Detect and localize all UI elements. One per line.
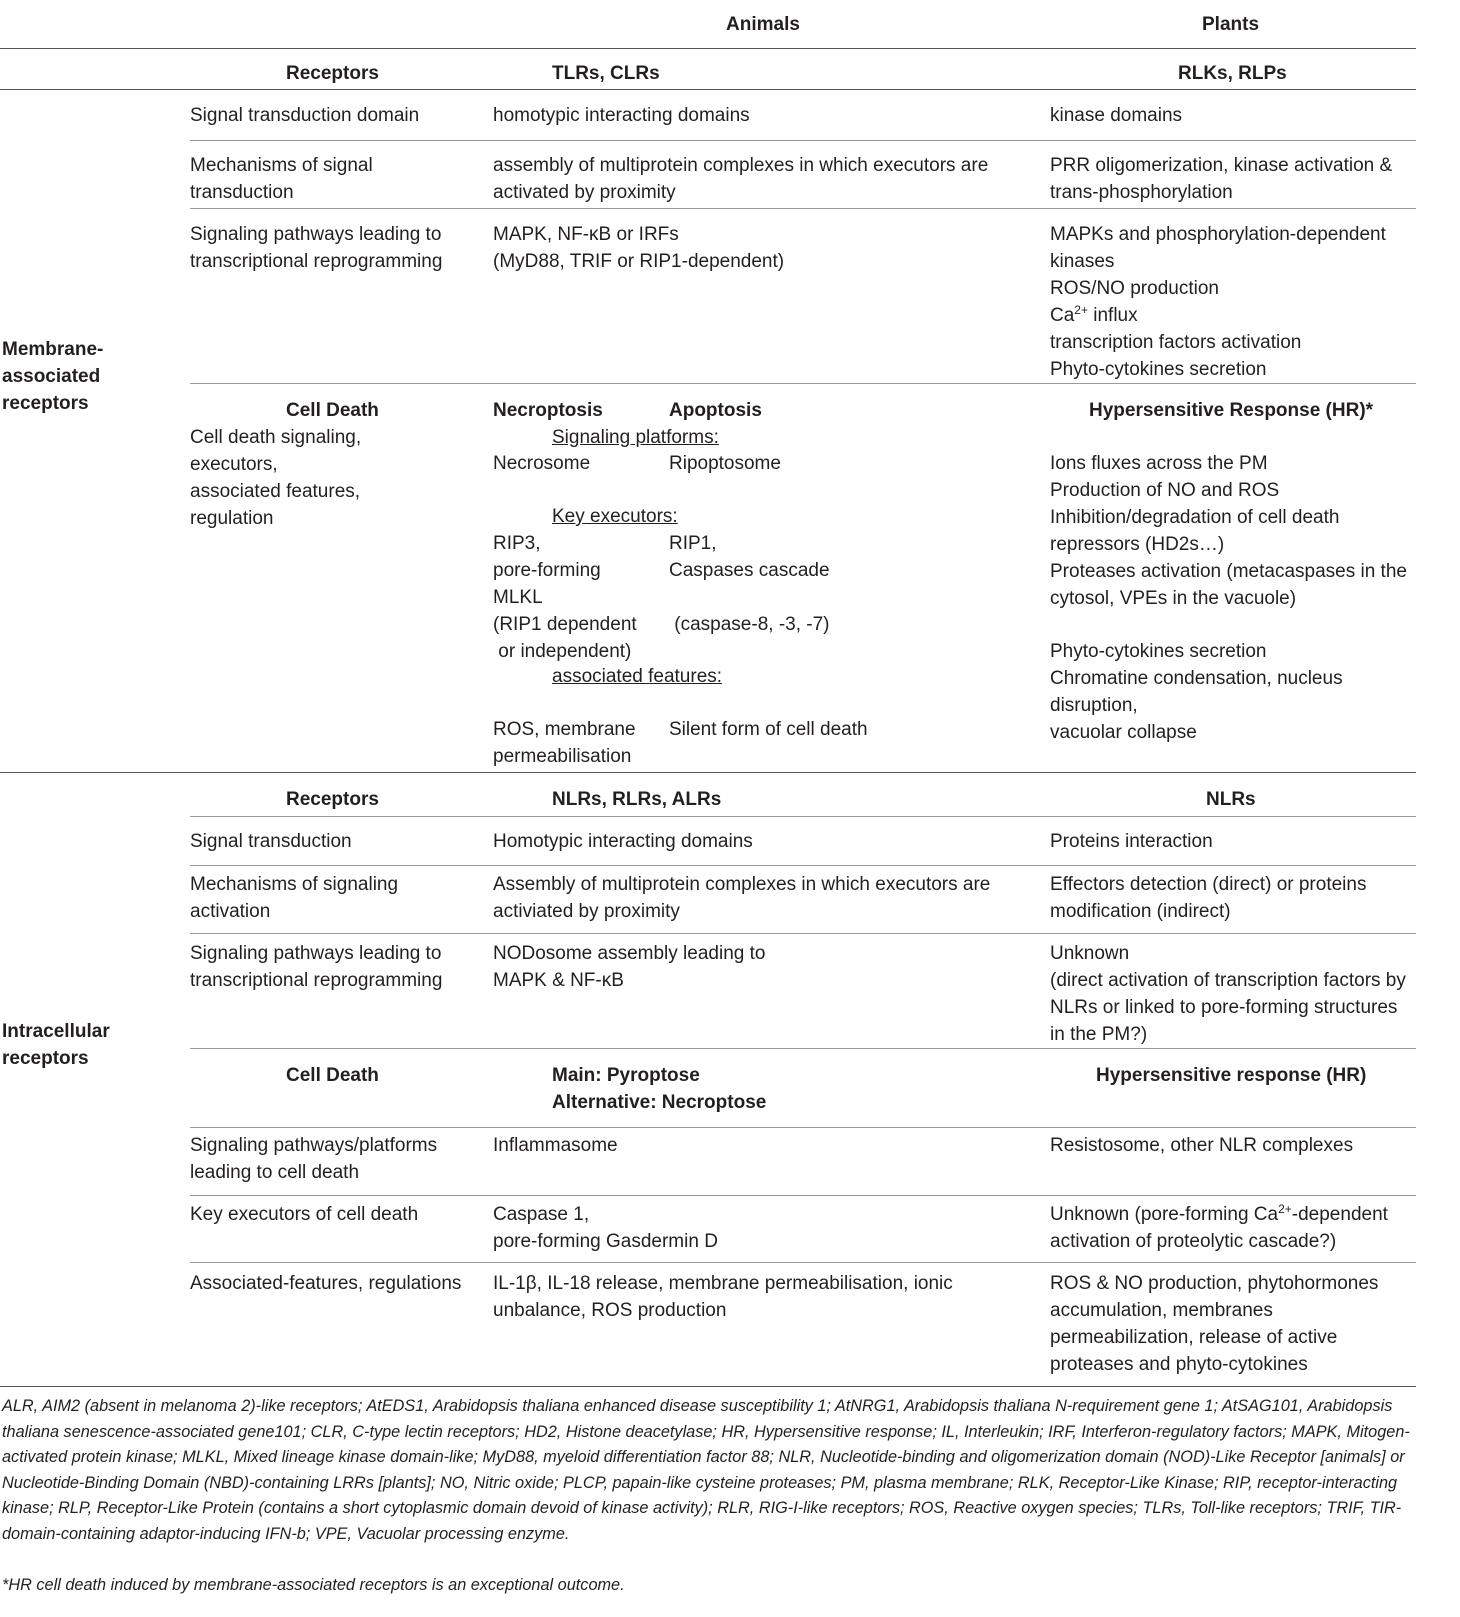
platforms-label: Signaling pathways/platforms leading to cell death [190, 1135, 438, 1183]
intra-pathways-animals: NODosome assembly leading to MAPK & NF-κB [493, 943, 766, 991]
platforms-plants: Resistosome, other NLR complexes [1050, 1135, 1354, 1156]
signal-domain-animals: homotypic interacting domains [493, 105, 750, 126]
divider [0, 772, 1416, 773]
membrane-receptors-label: Receptors [286, 63, 379, 84]
signal-domain-label: Signal transduction domain [190, 105, 420, 126]
intra-cell-death-plants: Hypersensitive response (HR) [1096, 1065, 1367, 1086]
footnote-abbreviations: ALR, AIM2 (absent in melanoma 2)-like receptors; AtEDS1, Arabidopsis thaliana enhanced disease susceptibility 1; AtNRG1, Arabidopsis thaliana N-requirement gene 1; AtSAG101, Arabidopsis thaliana senescence-associated gene101; CLR, C-type lectin receptors; HD2, Histone deacetylase; HR, Hypersensitive response; IL, Interleukin; IRF, Interferon-regulatory factors; MAPK, Mitogen-activated protein kinase; MLKL, Mixed lineage kinase domain-like; MyD88, myeloid differentiation factor 88; NLR, Nucleotide-binding and oligomerization domain (NOD)-Like Receptor [animals] or Nucleotide-Binding Domain (NBD)-containing LRRs [plants]; NO, Nitric oxide; PLCP, papain-like cysteine proteases; PM, plasma membrane; RLK, Receptor-Like Kinase; RIP, receptor-interacting kinase; RLP, Receptor-Like Protein (contains a short cytoplasmic domain devoid of kinase activity); RLR, RIG-I-like receptors; ROS, Reactive oxygen species; TLRs, Toll-like receptors; TRIF, TIR-domain-containing adaptor-inducing IFN-b; VPE, Vacuolar processing enzyme. [2, 1397, 1410, 1543]
features-plants: ROS & NO production, phytohormones accumulation, membranes permeabilization, release of active proteases and phyto-cytokines [1050, 1273, 1379, 1375]
necroptosis-executors: RIP3, pore-forming MLKL (RIP1 dependent or independent) [493, 533, 637, 662]
divider [190, 865, 1416, 866]
necroptosis-features: ROS, membrane permeabilisation [493, 719, 636, 767]
executors-label: Key executors of cell death [190, 1204, 419, 1225]
intra-cell-death-animals: Main: Pyroptose Alternative: Necroptose [552, 1065, 767, 1113]
hr-plants-features: Ions fluxes across the PM Production of NO and ROS Inhibition/degradation of cell death repressors (HD2s…) Proteases activation (metacaspases in the cytosol, VPEs in the vacuole) Phyto-cytokines secretion Chromatine condensation, nucleus disruption, vacuolar collapse [1050, 453, 1407, 743]
intra-signal-animals: Homotypic interacting domains [493, 831, 753, 852]
side-label-intracellular: Intracellular receptors [2, 1021, 110, 1069]
intra-signal-plants: Proteins interaction [1050, 831, 1213, 852]
side-label-membrane: Membrane- associated receptors [2, 339, 104, 414]
divider [190, 208, 1416, 209]
intra-pathways-plants: Unknown (direct activation of transcription factors by NLRs or linked to pore-forming structures in the PM?) [1050, 943, 1406, 1045]
executors-plants: Unknown (pore-forming $Ca^{2+}$-dependent activation of proteolytic cascade?) [1050, 1202, 1388, 1252]
intra-receptors-label: Receptors [286, 789, 379, 810]
intra-mechanisms-label: Mechanisms of signaling activation [190, 874, 399, 922]
necrosome: Necrosome [493, 453, 591, 474]
platforms-animals: Inflammasome [493, 1135, 618, 1156]
mechanisms-plants: PRR oligomerization, kinase activation & trans-phosphorylation [1050, 155, 1393, 203]
pathways-label: Signaling pathways leading to transcriptional reprogramming [190, 224, 443, 272]
mechanisms-animals: assembly of multiprotein complexes in which executors are activated by proximity [493, 155, 989, 203]
associated-features-heading: associated features: [552, 666, 723, 687]
features-label: Associated-features, regulations [190, 1273, 462, 1294]
apoptosis-executors: RIP1, Caspases cascade (caspase-8, -3, -7) [669, 533, 830, 635]
divider [190, 383, 1416, 384]
membrane-receptors-plants: RLKs, RLPs [1178, 63, 1287, 84]
cell-death-row-label: Cell death signaling, executors, associated features, regulation [190, 427, 362, 529]
cell-death-label: Cell Death [286, 400, 379, 421]
ripoptosome: Ripoptosome [669, 453, 781, 474]
divider [0, 89, 1416, 90]
executors-animals: Caspase 1, pore-forming Gasdermin D [493, 1204, 718, 1252]
necroptosis-title: Necroptosis [493, 400, 603, 421]
key-executors-heading: Key executors: [552, 506, 678, 527]
features-animals: IL-1β, IL-18 release, membrane permeabilisation, ionic unbalance, ROS production [493, 1273, 953, 1321]
divider [0, 1386, 1416, 1387]
intra-receptors-plants: NLRs [1206, 789, 1256, 810]
header-plants: Plants [1202, 14, 1260, 35]
mechanisms-label: Mechanisms of signal transduction [190, 155, 373, 203]
divider [190, 1127, 1416, 1128]
hr-title: Hypersensitive Response (HR)* [1089, 400, 1374, 421]
apoptosis-title: Apoptosis [669, 400, 762, 421]
divider [190, 1262, 1416, 1263]
intra-pathways-label: Signaling pathways leading to transcriptional reprogramming [190, 943, 443, 991]
intra-cell-death-label: Cell Death [286, 1065, 379, 1086]
intra-mechanisms-plants: Effectors detection (direct) or proteins modification (indirect) [1050, 874, 1367, 922]
divider [190, 140, 1416, 141]
signal-domain-plants: kinase domains [1050, 105, 1183, 126]
membrane-receptors-animals: TLRs, CLRs [552, 63, 660, 84]
divider [190, 816, 1416, 817]
signaling-platforms-heading: Signaling platforms: [552, 427, 719, 448]
divider [190, 1195, 1416, 1196]
pathways-plants: MAPKs and phosphorylation-dependent kinases ROS/NO production $Ca^{2+}$ influx transcription factors activation Phyto-cytokines secretion [1050, 224, 1386, 380]
divider [190, 1048, 1416, 1049]
footnote-hr: *HR cell death induced by membrane-associated receptors is an exceptional outcome. [2, 1576, 625, 1594]
intra-receptors-animals: NLRs, RLRs, ALRs [552, 789, 722, 810]
divider [0, 48, 1416, 49]
intra-mechanisms-animals: Assembly of multiprotein complexes in which executors are activiated by proximity [493, 874, 991, 922]
apoptosis-features: Silent form of cell death [669, 719, 868, 740]
divider [190, 933, 1416, 934]
header-animals: Animals [726, 14, 800, 35]
intra-signal-label: Signal transduction [190, 831, 352, 852]
pathways-animals: MAPK, NF-κB or IRFs (MyD88, TRIF or RIP1-dependent) [493, 224, 785, 272]
